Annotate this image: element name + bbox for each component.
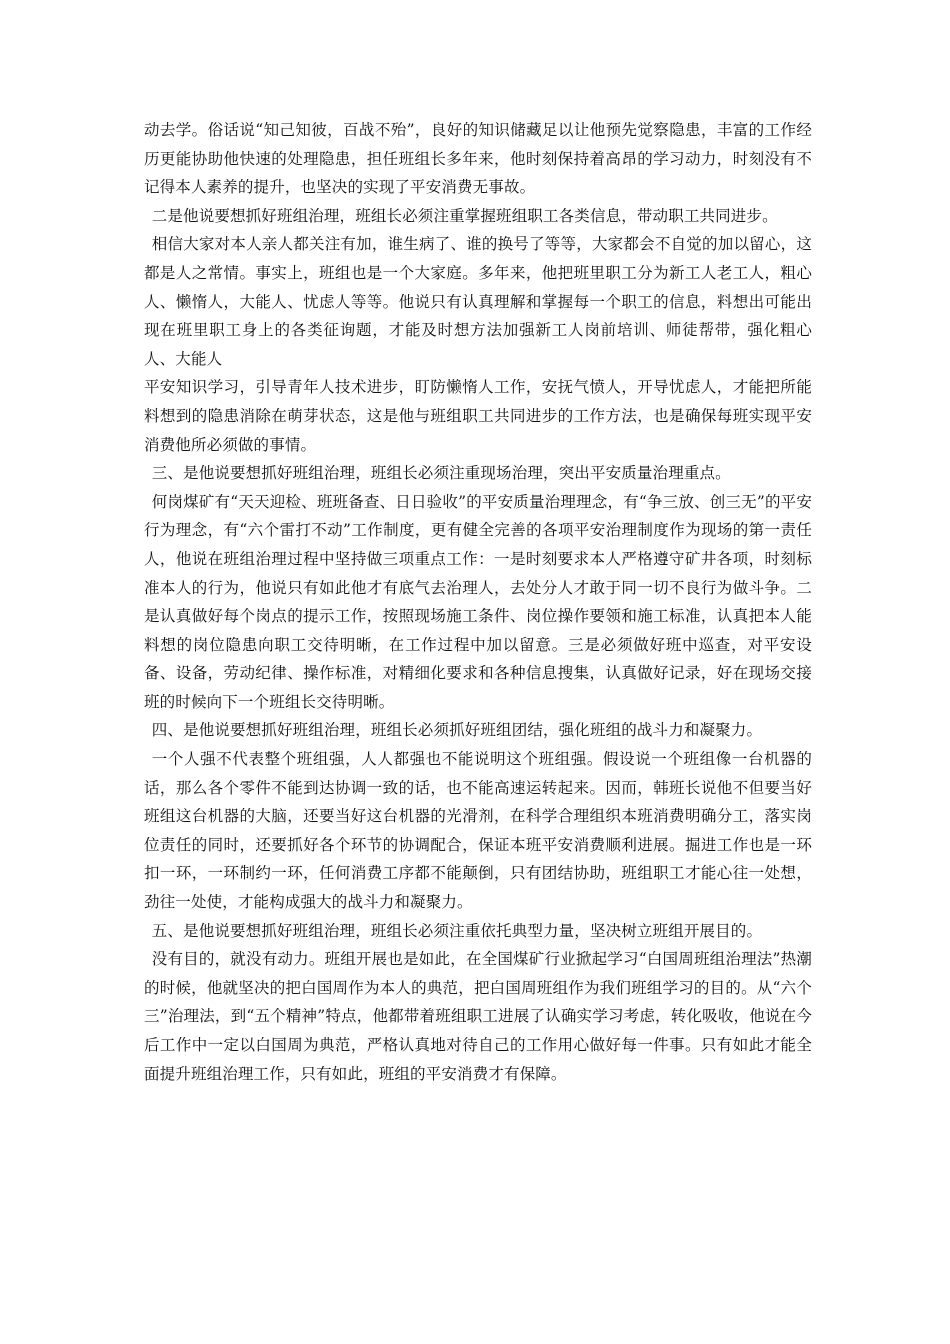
document-body: [144, 116, 812, 1088]
paragraph: 相信大家对本人亲人都关注有加，谁生病了、谁的换号了等等，大家都会不自觉的加以留心，这都是人之常情。事实上，班组也是一个大家庭。多年来，他把班里职工分为新工人老工人，粗心人、懒惰人，大能人、忧虑人等等。他说只有认真理解和掌握每一个职工的信息，料想出可能出现在班里职工身上的各类征询题，才能及时想方法加强新工人岗前培训、师徒帮带，强化粗心人、大能人: [144, 235, 812, 368]
paragraph: 动去学。俗话说“知己知彼，百战不殆”，良好的知识储藏足以让他预先觉察隐患，丰富的工作经历更能协助他快速的处理隐患，担任班组长多年来，他时刻保持着高昂的学习动力，时刻没有不记得本人素养的提升，也坚决的实现了平安消费无事故。: [144, 121, 812, 197]
paragraph: 五、是他说要想抓好班组治理，班组长必须注重依托典型力量，坚决树立班组开展目的。: [151, 921, 763, 940]
paragraph: 四、是他说要想抓好班组治理，班组长必须抓好班组团结，强化班组的战斗力和凝聚力。: [151, 721, 763, 740]
paragraph: 二是他说要想抓好班组治理，班组长必须注重掌握班组职工各类信息，带动职工共同进步。: [151, 206, 778, 225]
paragraph: 平安知识学习，引导青年人技术进步，盯防懒惰人工作，安抚气愤人，开导忧虑人，才能把所能料想到的隐患消除在萌芽状态，这是他与班组职工共同进步的工作方法，也是确保每班实现平安消费他所必须做的事情。: [144, 378, 812, 454]
paragraph: 三、是他说要想抓好班组治理，班组长必须注重现场治理，突出平安质量治理重点。: [151, 464, 731, 483]
paragraph: 没有目的，就没有动力。班组开展也是如此，在全国煤矿行业掀起学习“白国周班组治理法”热潮的时候，他就坚决的把白国周作为本人的典范，把白国周班组作为我们班组学习的目的。从“六个三”治理法，到“五个精神”特点，他都带着班组职工进展了认确实学习考虑，转化吸收，他说在今后工作中一定以白国周为典范，严格认真地对待自己的工作用心做好每一件事。只有如此才能全面提升班组治理工作，只有如此，班组的平安消费才有保障。: [144, 950, 812, 1083]
paragraph: 何岗煤矿有“天天迎检、班班备查、日日验收”的平安质量治理理念，有“争三放、创三无”的平安行为理念，有“六个雷打不动”工作制度，更有健全完善的各项平安治理制度作为现场的第一责任人，他说在班组治理过程中坚持做三项重点工作：一是时刻要求本人严格遵守矿井各项，时刻标准本人的行为，他说只有如此他才有底气去治理人，去处分人才敢于同一切不良行为做斗争。二是认真做好每个岗点的提示工作，按照现场施工条件、岗位操作要领和施工标准，认真把本人能料想的岗位隐患向职工交待明晰，在工作过程中加以留意。三是必须做好班中巡查，对平安设备、设备，劳动纪律、操作标准，对精细化要求和各种信息搜集，认真做好记录，好在现场交接班的时候向下一个班组长交待明晰。: [144, 492, 812, 711]
paragraph: 一个人强不代表整个班组强，人人都强也不能说明这个班组强。假设说一个班组像一台机器的话，那么各个零件不能到达协调一致的话，也不能高速运转起来。因而，韩班长说他不但要当好班组这台机器的大脑，还要当好这台机器的光滑剂，在科学合理组织本班消费明确分工，落实岗位责任的同时，还要抓好各个环节的协调配合，保证本班平安消费顺利进展。掘进工作也是一环扣一环，一环制约一环，任何消费工序都不能颠倒，只有团结协助，班组职工才能心往一处想，劲往一处使，才能构成强大的战斗力和凝聚力。: [144, 750, 812, 912]
